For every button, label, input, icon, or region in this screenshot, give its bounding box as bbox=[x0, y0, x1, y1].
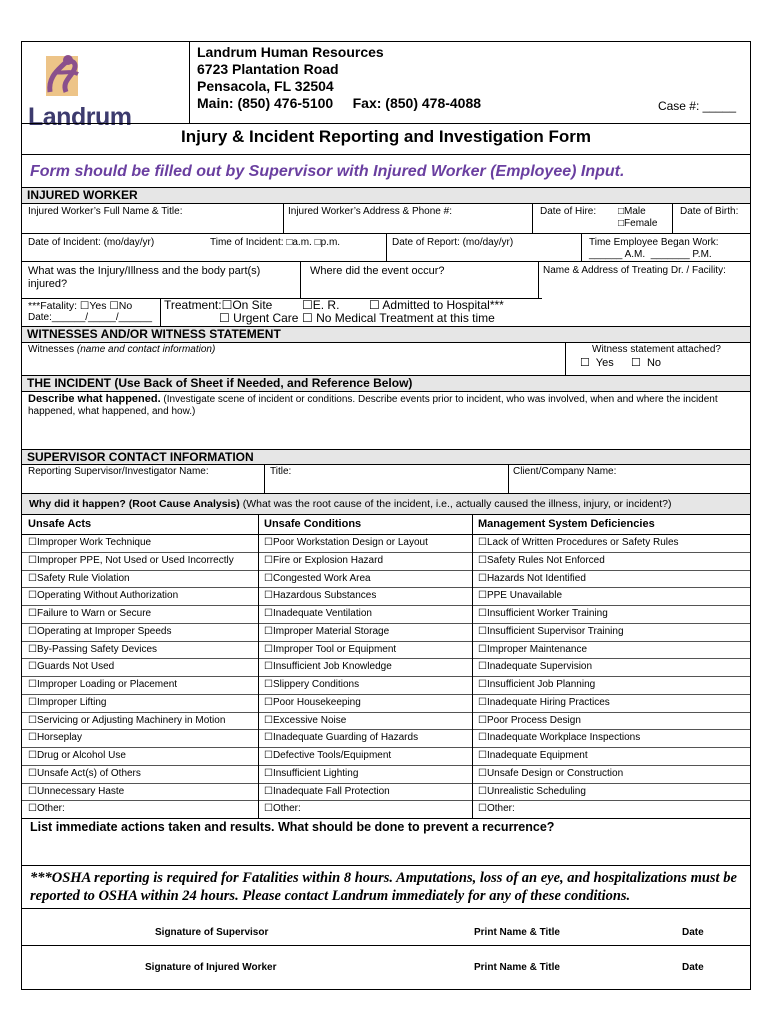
root-cause-checkbox[interactable]: ☐Defective Tools/Equipment bbox=[264, 750, 392, 761]
root-cause-checkbox[interactable]: ☐Improper Work Technique bbox=[28, 537, 152, 548]
root-cause-checkbox[interactable]: ☐Unsafe Design or Construction bbox=[478, 767, 624, 779]
root-cause-checkbox[interactable]: ☐Drug or Alcohol Use bbox=[28, 750, 126, 761]
root-cause-checkbox[interactable]: ☐Inadequate Ventilation bbox=[264, 608, 372, 619]
witnesses-label: Witnesses bbox=[28, 344, 77, 355]
root-cause-checkbox[interactable]: ☐Improper Material Storage bbox=[264, 625, 390, 637]
worker-date-label[interactable]: Date bbox=[682, 962, 704, 973]
witness-yes-checkbox[interactable]: ☐ Yes bbox=[580, 357, 614, 369]
company-name: Landrum Human Resources bbox=[197, 44, 384, 60]
root-cause-checkbox[interactable]: ☐Unnecessary Haste bbox=[28, 785, 125, 797]
root-cause-checkbox[interactable]: ☐Hazardous Substances bbox=[264, 590, 377, 602]
root-cause-checkbox[interactable]: ☐Safety Rules Not Enforced bbox=[478, 554, 605, 566]
root-cause-checkbox[interactable]: ☐Other: bbox=[28, 803, 65, 815]
root-cause-checkbox[interactable]: ☐Fire or Explosion Hazard bbox=[264, 554, 384, 566]
root-cause-checkbox[interactable]: ☐Excessive Noise bbox=[264, 714, 347, 726]
date-of-hire-field[interactable]: Date of Hire: bbox=[540, 206, 597, 217]
treatment-er-checkbox[interactable]: ☐E. R. bbox=[302, 298, 340, 312]
logo-text: Landrum bbox=[28, 103, 132, 131]
treating-doctor-field[interactable]: Name & Address of Treating Dr. / Facility: bbox=[543, 265, 726, 276]
root-cause-checkbox[interactable]: ☐Safety Rule Violation bbox=[28, 572, 130, 584]
supervisor-header: SUPERVISOR CONTACT INFORMATION bbox=[22, 450, 750, 464]
company-address-2: Pensacola, FL 32504 bbox=[197, 78, 334, 94]
treatment-urgent-care-checkbox[interactable]: ☐ Urgent Care bbox=[219, 311, 299, 325]
incident-description-field[interactable] bbox=[28, 393, 740, 418]
root-cause-subtitle: (What was the root cause of the incident, i.e., actually caused the illness, injury, or incident?) bbox=[239, 498, 672, 510]
supervisor-title-field[interactable]: Title: bbox=[270, 466, 292, 477]
root-cause-checkbox[interactable]: ☐Improper Tool or Equipment bbox=[264, 643, 397, 655]
root-cause-grid bbox=[22, 514, 750, 818]
time-began-work-field[interactable]: Time Employee Began Work: bbox=[589, 237, 719, 248]
root-cause-checkbox[interactable]: ☐Servicing or Adjusting Machinery in Motion bbox=[28, 714, 226, 726]
landrum-logo bbox=[28, 52, 132, 131]
root-cause-checkbox[interactable]: ☐Horseplay bbox=[28, 732, 82, 744]
root-cause-checkbox[interactable]: ☐Inadequate Supervision bbox=[478, 661, 593, 673]
root-cause-checkbox[interactable]: ☐Inadequate Workplace Inspections bbox=[478, 732, 641, 744]
male-checkbox[interactable]: □Male bbox=[618, 206, 646, 217]
supervisor-print-name-label[interactable]: Print Name & Title bbox=[474, 927, 560, 938]
date-of-birth-field[interactable]: Date of Birth: bbox=[680, 206, 739, 217]
describe-instructions: (Investigate scene of incident or conditions. Describe events prior to incident, who was involved, when and where the incident happened, what happened, and how.) bbox=[28, 394, 718, 417]
worker-print-name-label[interactable]: Print Name & Title bbox=[474, 962, 560, 973]
root-cause-checkbox[interactable]: ☐Inadequate Hiring Practices bbox=[478, 696, 610, 708]
root-cause-checkbox[interactable]: ☐Insufficient Job Planning bbox=[478, 679, 596, 690]
root-cause-header bbox=[22, 494, 750, 514]
root-cause-checkbox[interactable]: ☐Inadequate Equipment bbox=[478, 750, 588, 761]
root-cause-checkbox[interactable]: ☐Poor Housekeeping bbox=[264, 696, 361, 708]
root-cause-title: Why did it happen? (Root Cause Analysis) bbox=[29, 498, 240, 510]
female-checkbox[interactable]: □Female bbox=[618, 218, 658, 229]
root-cause-checkbox[interactable]: ☐Insufficient Job Knowledge bbox=[264, 661, 392, 673]
root-cause-checkbox[interactable]: ☐Operating at Improper Speeds bbox=[28, 625, 172, 637]
incident-header: THE INCIDENT (Use Back of Sheet if Needed, and Reference Below) bbox=[22, 376, 750, 391]
supervisor-date-label[interactable]: Date bbox=[682, 927, 704, 938]
supervisor-signature-label[interactable]: Signature of Supervisor bbox=[155, 927, 269, 938]
treatment-admitted-checkbox[interactable]: ☐ Admitted to Hospital*** bbox=[369, 298, 504, 312]
company-phones: Main: (850) 476-5100 Fax: (850) 478-4088 bbox=[197, 95, 482, 111]
client-company-field[interactable]: Client/Company Name: bbox=[513, 466, 617, 477]
incident-form bbox=[21, 41, 751, 990]
root-cause-checkbox[interactable]: ☐Poor Workstation Design or Layout bbox=[264, 537, 428, 548]
full-name-field[interactable]: Injured Worker’s Full Name & Title: bbox=[28, 206, 183, 217]
address-field[interactable]: Injured Worker’s Address & Phone #: bbox=[288, 206, 452, 217]
root-cause-checkbox[interactable]: ☐Inadequate Fall Protection bbox=[264, 785, 390, 797]
time-began-work-line[interactable]: ______ A.M. _______ P.M. bbox=[589, 249, 712, 260]
root-cause-checkbox[interactable]: ☐Improper Maintenance bbox=[478, 643, 588, 655]
root-cause-checkbox[interactable]: ☐Congested Work Area bbox=[264, 572, 371, 584]
root-cause-checkbox[interactable]: ☐Improper PPE, Not Used or Used Incorrectly bbox=[28, 554, 234, 566]
supervisor-name-field[interactable]: Reporting Supervisor/Investigator Name: bbox=[28, 466, 209, 477]
root-cause-column-header: Unsafe Acts bbox=[28, 518, 92, 530]
root-cause-checkbox[interactable]: ☐Improper Loading or Placement bbox=[28, 679, 178, 690]
witness-statement-question: Witness statement attached? bbox=[592, 344, 721, 355]
root-cause-checkbox[interactable]: ☐Inadequate Guarding of Hazards bbox=[264, 732, 419, 744]
fatality-checkboxes[interactable]: ***Fatality: ☐Yes ☐No bbox=[28, 300, 133, 312]
case-number[interactable]: Case #: _____ bbox=[657, 99, 736, 113]
root-cause-checkbox[interactable]: ☐Other: bbox=[264, 803, 301, 815]
date-of-incident-field[interactable]: Date of Incident: (mo/day/yr) bbox=[28, 237, 155, 248]
logo-figure-icon bbox=[28, 52, 132, 102]
osha-notice: ***OSHA reporting is required for Fatalities within 8 hours. Amputations, loss of an eye, and hospitalizations must be reported to OSHA within 24 hours. Please contact Landrum immediately for any of these conditions. bbox=[30, 870, 737, 904]
event-location-field[interactable]: Where did the event occur? bbox=[310, 265, 445, 277]
root-cause-checkbox[interactable]: ☐Insufficient Lighting bbox=[264, 767, 359, 779]
root-cause-checkbox[interactable]: ☐Poor Process Design bbox=[478, 714, 581, 726]
witnesses-header: WITNESSES AND/OR WITNESS STATEMENT bbox=[22, 327, 750, 342]
root-cause-column-header: Unsafe Conditions bbox=[264, 518, 362, 530]
root-cause-checkbox[interactable]: ☐Hazards Not Identified bbox=[478, 572, 586, 584]
root-cause-checkbox[interactable]: ☐Other: bbox=[478, 803, 515, 815]
describe-label: Describe what happened. bbox=[28, 393, 161, 405]
worker-signature-label[interactable]: Signature of Injured Worker bbox=[145, 962, 277, 973]
witnesses-field[interactable] bbox=[28, 344, 215, 356]
form-title: Injury & Incident Reporting and Investigation Form bbox=[181, 127, 591, 146]
witness-no-checkbox[interactable]: ☐ No bbox=[631, 357, 662, 369]
treatment-on-site-checkbox[interactable]: Treatment:☐On Site bbox=[164, 298, 273, 312]
root-cause-column-header: Management System Deficiencies bbox=[478, 518, 655, 530]
root-cause-checkbox[interactable]: ☐Improper Lifting bbox=[28, 696, 107, 708]
root-cause-checkbox[interactable]: ☐Guards Not Used bbox=[28, 661, 115, 673]
root-cause-checkbox[interactable]: ☐Unsafe Act(s) of Others bbox=[28, 767, 141, 779]
root-cause-checkbox[interactable]: ☐Operating Without Authorization bbox=[28, 590, 179, 602]
root-cause-checkbox[interactable]: ☐Slippery Conditions bbox=[264, 679, 360, 690]
date-of-report-field[interactable]: Date of Report: (mo/day/yr) bbox=[392, 237, 514, 248]
root-cause-checkbox[interactable]: ☐Lack of Written Procedures or Safety Rules bbox=[478, 537, 679, 548]
instruction-text: Form should be filled out by Supervisor with Injured Worker (Employee) Input. bbox=[30, 163, 625, 180]
root-cause-checkbox[interactable]: ☐Unrealistic Scheduling bbox=[478, 785, 586, 797]
root-cause-checkbox[interactable]: ☐Insufficient Supervisor Training bbox=[478, 625, 624, 637]
injury-body-part-field[interactable]: What was the Injury/Illness and the body part(s) injured? bbox=[28, 265, 261, 290]
root-cause-checkbox[interactable]: ☐Failure to Warn or Secure bbox=[28, 608, 152, 619]
root-cause-checkbox[interactable]: ☐Insufficient Worker Training bbox=[478, 608, 608, 619]
injured-worker-header: INJURED WORKER bbox=[22, 188, 750, 203]
witnesses-label-italic: (name and contact information) bbox=[76, 344, 216, 355]
treatment-none-checkbox[interactable]: ☐ No Medical Treatment at this time bbox=[302, 311, 495, 325]
root-cause-checkbox[interactable]: ☐By-Passing Safety Devices bbox=[28, 643, 158, 655]
immediate-actions-field[interactable]: List immediate actions taken and results. What should be done to prevent a recurrence? bbox=[30, 820, 555, 834]
fatality-date-field[interactable]: Date:______/_____/______ bbox=[28, 312, 153, 323]
root-cause-checkbox[interactable]: ☐PPE Unavailable bbox=[478, 590, 563, 602]
company-address-1: 6723 Plantation Road bbox=[197, 61, 339, 77]
time-of-incident-field[interactable]: Time of Incident: □a.m. □p.m. bbox=[210, 237, 341, 248]
